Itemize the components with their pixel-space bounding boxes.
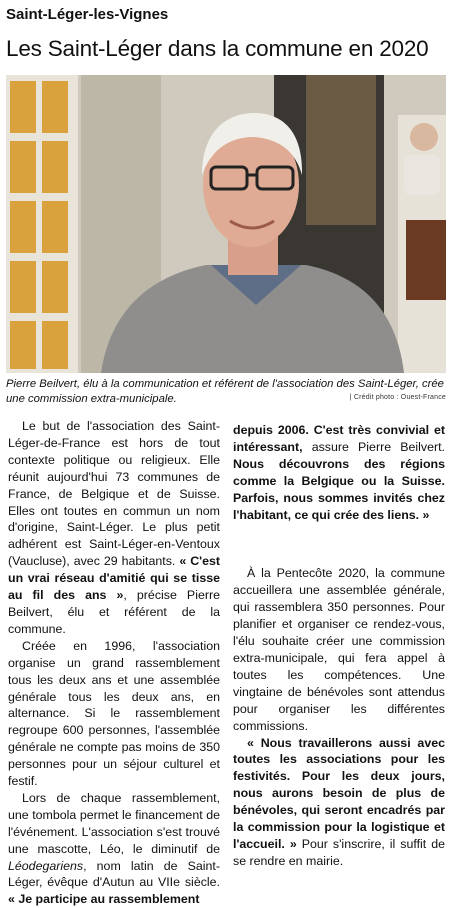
paragraph: « Nous travaillerons aussi avec toutes les associations pour les festivités. Pour les deux jours, nous aurons besoin de plus de bénévoles, qui seront encadrés par la commission pour la logistique et l'accueil. » Pour s'inscrire, il suffit de se rendre en mairie. xyxy=(233,735,445,868)
article-photo xyxy=(6,75,446,373)
paragraph: depuis 2006. C'est très convivial et intéressant, assure Pierre Beilvert. Nous découvrons des régions comme la Belgique ou la Suisse. Parfois, nous sommes invités chez l'habitant, ce qui crée des liens. » xyxy=(233,423,445,522)
article-column-right xyxy=(233,422,445,870)
locality-label: Saint-Léger-les-Vignes xyxy=(6,6,169,23)
paragraph: Lors de chaque rassemblement, une tombola permet le financement de l'événement. L'association s'est trouvé une mascotte, Léo, le diminutif de Léodegariens, nom latin de Saint-Léger, évêque d'Autun au VIIe siècle. « Je participe au rassemblement xyxy=(8,790,220,907)
photo-caption: Pierre Beilvert, élu à la communication et référent de l'association des Saint-Léger, crée une commission extra-municipale. xyxy=(6,378,444,405)
paragraph: Créée en 1996, l'association organise un grand rassemblement tous les deux ans et une assemblée générale tous les deux ans, en alternance. Si le rassemblement regroupe 600 personnes, l'assemblée générale ne compte pas moins de 350 personnes pour un séjour culturel et festif. xyxy=(8,638,220,789)
article-column-left xyxy=(8,418,220,908)
headline: Les Saint-Léger dans la commune en 2020 xyxy=(6,36,429,61)
photo-credit: | Crédit photo : Ouest-France xyxy=(349,394,446,401)
paragraph: À la Pentecôte 2020, la commune accueillera une assemblée générale, qui rassemblera 350 personnes. Pour planifier et organiser ce rendez-vous, l'élu souhaite créer une commission extra-municipale, qui fera appel à toutes les compétences. Une vingtaine de bénévoles sont attendus pour organiser les différentes commissions. xyxy=(233,566,445,733)
paragraph: Le but de l'association des Saint-Léger-de-France est hors de tout contexte politique ou religieux. Elle réunit aujourd'hui 73 communes de France, de Belgique et de Suisse. Elles ont toutes en commun un nom d'origine, Saint-Léger. Le plus petit adhérent est Saint-Léger-en-Ventoux (Vaucluse), avec 29 habitants. « C'est un vrai réseau d'amitié qui se tisse au fil des ans », précise Pierre Beilvert, élu et référent de la commune. xyxy=(8,419,220,636)
